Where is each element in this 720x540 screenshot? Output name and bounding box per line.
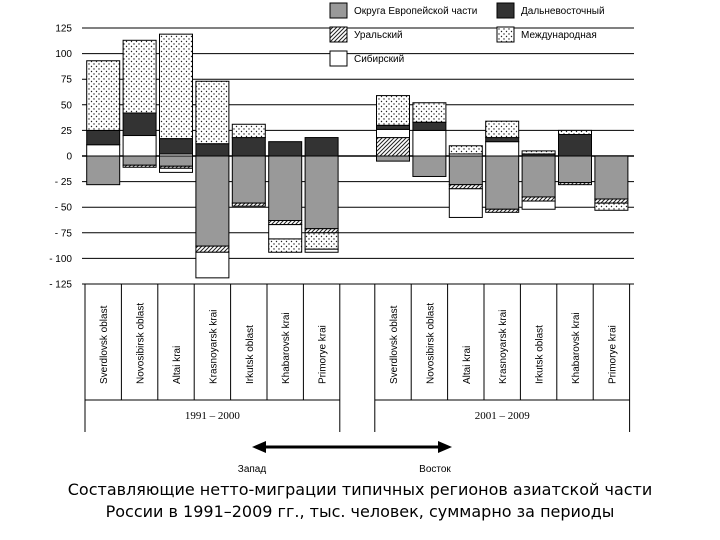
bar-segment: [449, 185, 482, 189]
region-label: Krasnoyarsk krai: [208, 309, 220, 384]
legend-swatch: [330, 51, 347, 66]
y-tick-label: 0: [66, 151, 72, 163]
y-tick-label: - 25: [54, 177, 72, 189]
bar-segment: [486, 121, 519, 137]
arrow-head-left: [252, 441, 266, 453]
y-tick-label: - 75: [54, 228, 72, 240]
bar-segment: [87, 145, 120, 156]
y-tick-label: 75: [60, 74, 72, 86]
period-label: 2001 – 2009: [474, 410, 530, 422]
bar-segment: [123, 40, 156, 113]
legend-label: Уральский: [354, 30, 403, 41]
y-tick-label: 25: [60, 125, 72, 137]
region-table: [85, 284, 630, 432]
region-label: Primorye krai: [607, 325, 619, 384]
legend-label: Округа Европейской части: [354, 6, 478, 17]
legend-swatch: [497, 27, 514, 42]
figure-caption-line-2: России в 1991–2009 гг., тыс. человек, суммарно за периоды: [105, 502, 615, 521]
region-label: Krasnoyarsk krai: [498, 309, 510, 384]
direction-arrow: [238, 441, 452, 475]
bar-segment: [160, 139, 193, 154]
bar-segment: [269, 225, 302, 239]
bar-segment: [522, 201, 555, 209]
bar-segment: [486, 138, 519, 142]
y-tick-label: - 125: [49, 279, 72, 291]
bar-segment: [196, 156, 229, 246]
bar-segment: [486, 209, 519, 212]
bar-segment: [595, 203, 628, 210]
y-tick-label: - 50: [54, 202, 72, 214]
bar-segment: [377, 96, 410, 126]
bar-segment: [196, 252, 229, 278]
legend-swatch: [330, 27, 347, 42]
y-tick-label: 50: [60, 100, 72, 112]
bar-segment: [123, 136, 156, 156]
bar-segment: [160, 34, 193, 138]
bar-segment: [522, 197, 555, 201]
bar-segment: [595, 199, 628, 203]
bar-segment: [232, 138, 265, 156]
bar-segment: [269, 142, 302, 156]
region-label: Khabarovsk krai: [571, 312, 582, 384]
bar-segment: [413, 130, 446, 156]
region-label: Sverdlovsk oblast: [99, 305, 111, 384]
bar-segment: [123, 113, 156, 136]
bar-segment: [522, 156, 555, 197]
region-label: Khabarovsk krai: [281, 312, 293, 384]
bar-segment: [377, 129, 410, 137]
bar-segment: [377, 125, 410, 129]
bar-segment: [377, 138, 410, 156]
bar-segment: [449, 156, 482, 185]
bar-segment: [269, 156, 302, 221]
bar-segment: [269, 221, 302, 225]
legend-label: Сибирский: [354, 54, 405, 65]
y-tick-label: 100: [55, 49, 72, 61]
period-label: 1991 – 2000: [184, 410, 240, 422]
arrow-label-east: Восток: [419, 464, 451, 475]
bar-segment: [196, 81, 229, 143]
bar-segment: [486, 142, 519, 156]
region-label: Novosibirsk oblast: [425, 302, 437, 384]
bar-segment: [377, 156, 410, 161]
legend-label: Дальневосточный: [521, 6, 605, 17]
y-tick-label: - 100: [49, 253, 72, 265]
bar-segment: [232, 203, 265, 206]
legend-swatch: [497, 3, 514, 18]
figure-caption-line-1: Составляющие нетто-миграции типичных регионов азиатской части: [67, 480, 653, 499]
legend-swatch: [330, 3, 347, 18]
legend-label: Международная: [521, 30, 597, 41]
bar-segment: [196, 144, 229, 156]
region-label: Novosibirsk oblast: [135, 302, 147, 384]
arrow-head-right: [438, 441, 452, 453]
bar-segment: [522, 151, 555, 154]
bar-segment: [305, 138, 338, 156]
arrow-label-west: Запад: [237, 464, 267, 475]
bar-segment: [413, 156, 446, 176]
bar-segment: [269, 239, 302, 252]
bar-segment: [160, 156, 193, 166]
bar-segment: [559, 134, 592, 156]
bar-segment: [160, 168, 193, 172]
bar-segment: [449, 146, 482, 154]
bar-segment: [305, 229, 338, 233]
bar-segment: [305, 249, 338, 252]
bar-segment: [123, 165, 156, 167]
bar-segment: [559, 183, 592, 185]
region-label: Altai krai: [461, 345, 473, 384]
bar-segment: [413, 103, 446, 122]
bar-segment: [87, 130, 120, 144]
bar-segment: [305, 156, 338, 229]
bar-segment: [559, 156, 592, 183]
bar-segment: [196, 246, 229, 252]
bar-segment: [486, 156, 519, 209]
legend: [330, 3, 605, 66]
bar-segment: [595, 156, 628, 199]
region-label: Altai krai: [172, 345, 183, 384]
bar-segment: [123, 156, 156, 165]
bar-segment: [232, 156, 265, 203]
region-label: Irkutsk oblast: [534, 325, 546, 384]
bar-segment: [449, 189, 482, 218]
region-label: Primorye krai: [317, 325, 329, 384]
y-tick-label: 125: [55, 23, 72, 35]
bar-segment: [232, 124, 265, 137]
bar-segment: [559, 130, 592, 134]
region-label: Sverdlovsk oblast: [389, 305, 400, 384]
bar-segment: [413, 122, 446, 130]
bar-segment: [87, 61, 120, 131]
bar-segment: [305, 233, 338, 249]
region-label: Irkutsk oblast: [244, 325, 256, 384]
bar-segment: [87, 156, 120, 185]
